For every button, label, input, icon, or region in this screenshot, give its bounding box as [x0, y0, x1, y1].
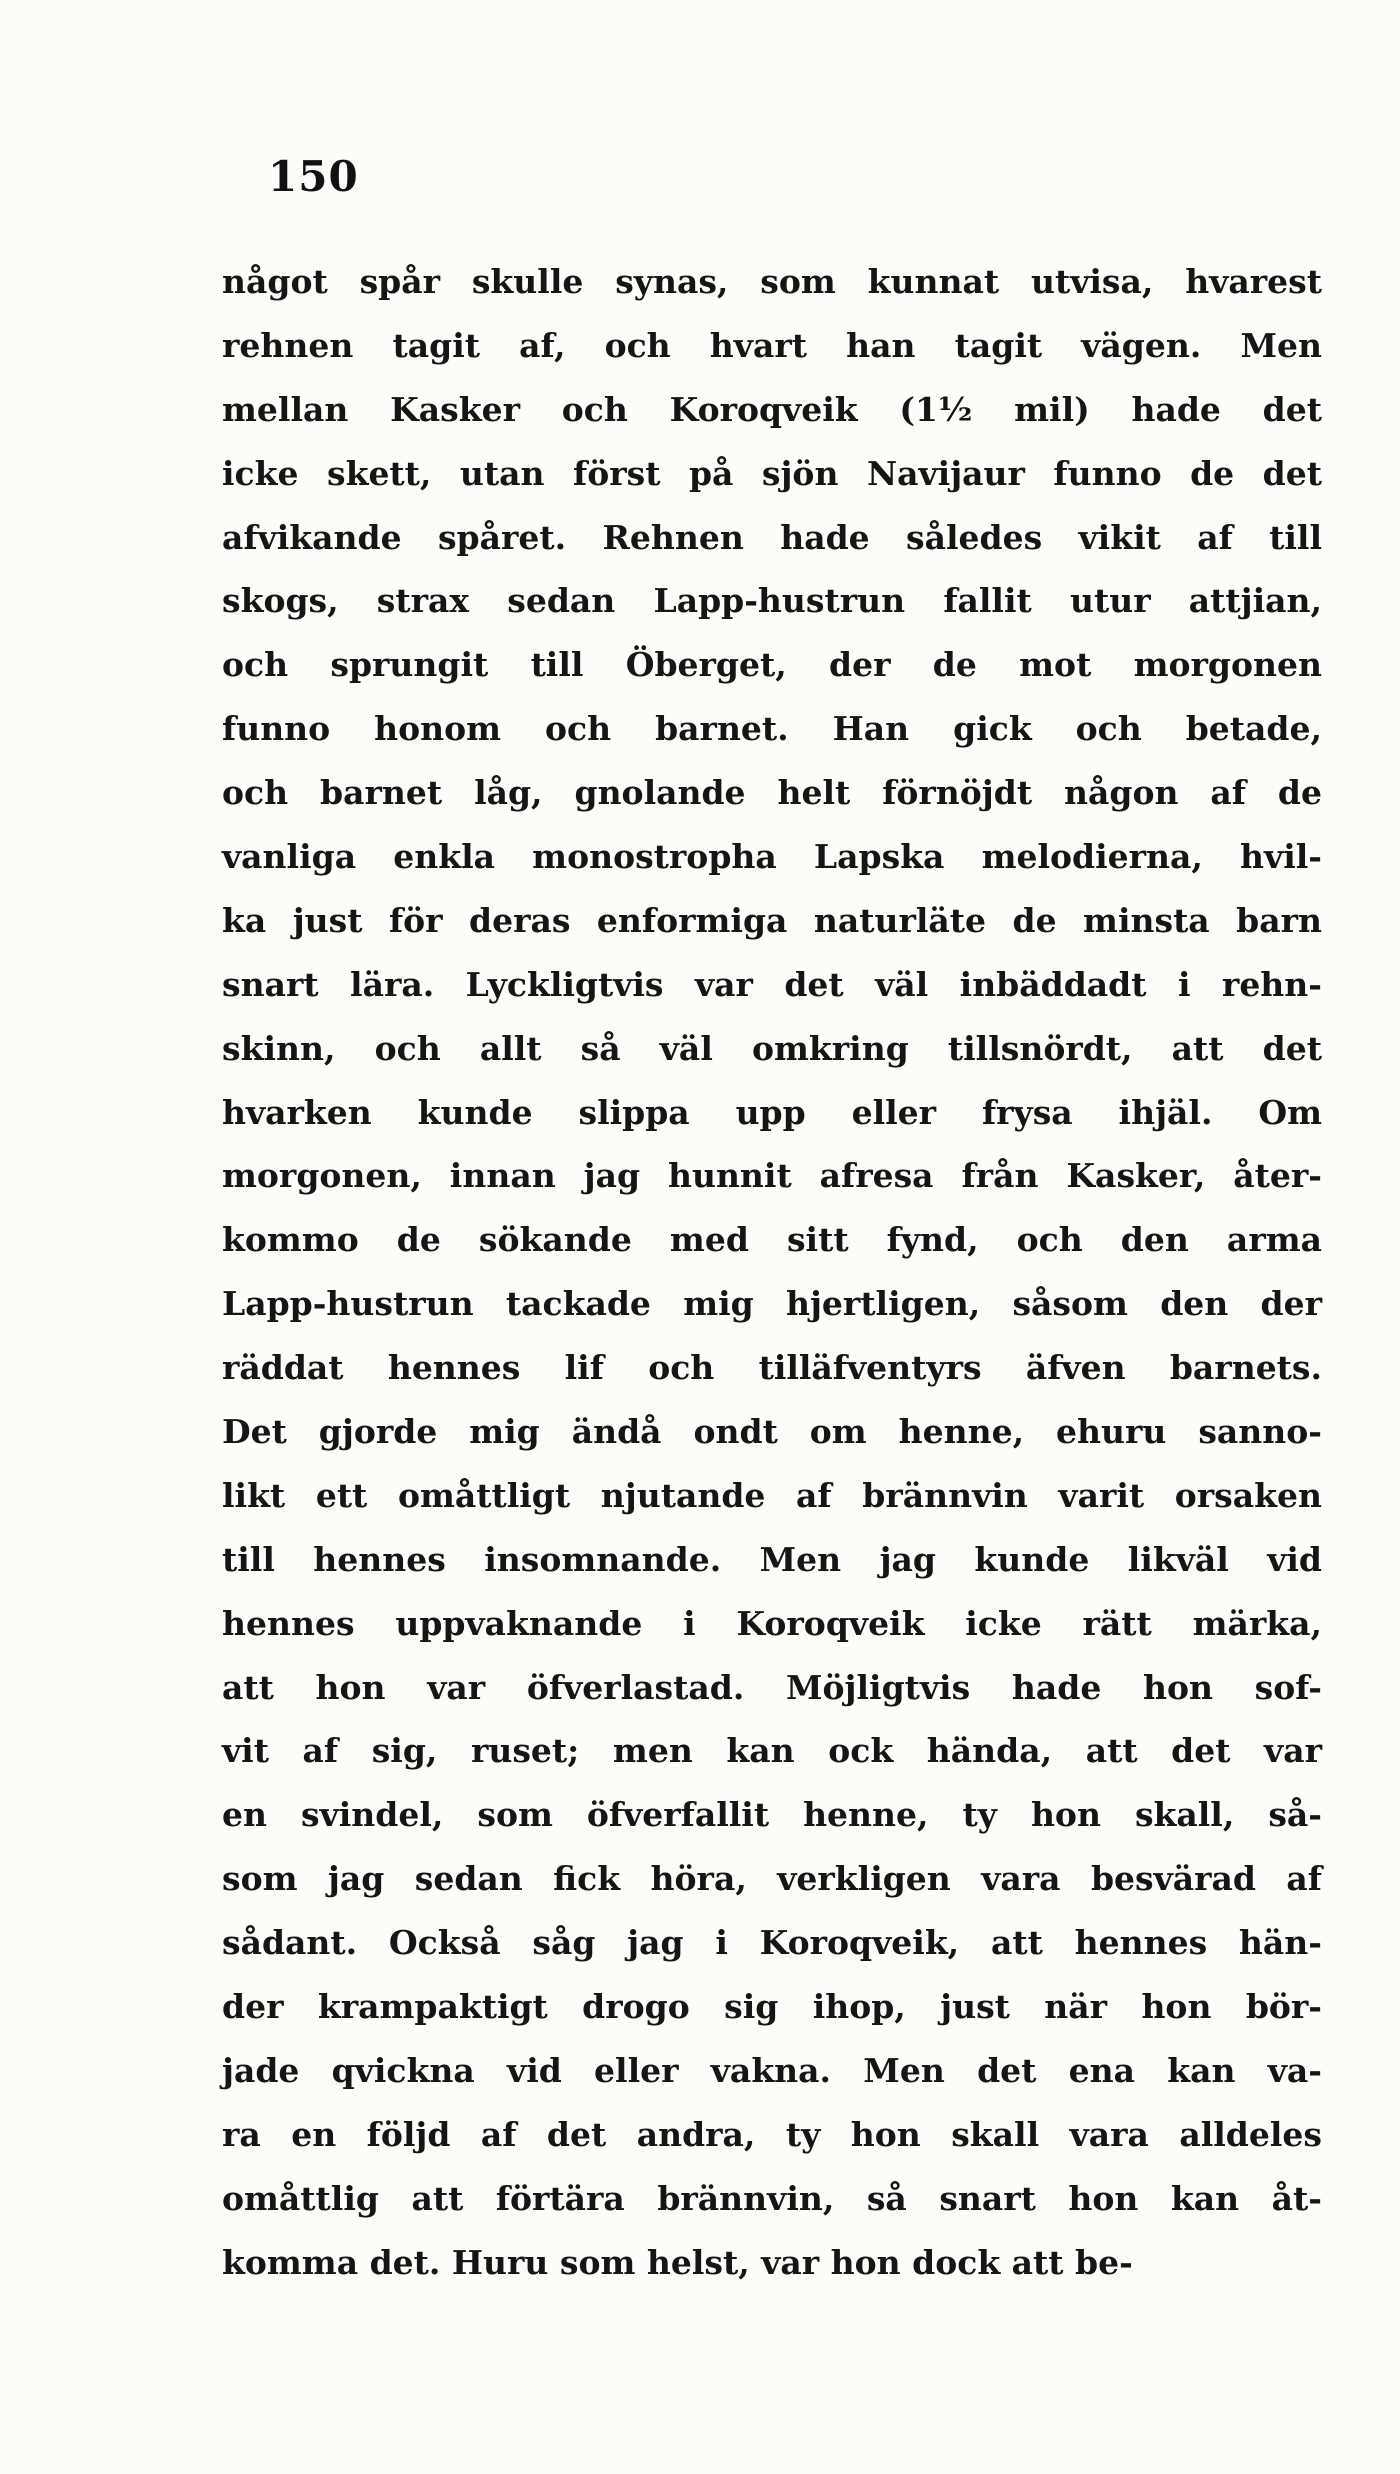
text-line: sådant. Också såg jag i Koroqveik, att hennes hän-: [222, 1923, 1322, 1963]
text-line: Det gjorde mig ändå ondt om henne, ehuru sanno-: [222, 1412, 1322, 1452]
text-line: vanliga enkla monostropha Lapska melodierna, hvil-: [222, 837, 1322, 877]
text-line: att hon var öfverlastad. Möjligtvis hade hon sof-: [222, 1667, 1322, 1707]
text-line: hennes uppvaknande i Koroqveik icke rätt märka,: [222, 1603, 1322, 1643]
text-line: morgonen, innan jag hunnit afresa från Kasker, åter-: [222, 1156, 1322, 1196]
text-line: något spår skulle synas, som kunnat utvisa, hvarest: [222, 262, 1322, 301]
text-line: skogs, strax sedan Lapp-hustrun fallit utur attjian,: [222, 581, 1322, 621]
body-text: [222, 250, 1322, 2295]
text-line: skinn, och allt så väl omkring tillsnördt, att det: [222, 1028, 1322, 1068]
text-line: kommo de sökande med sitt fynd, och den arma: [222, 1220, 1322, 1260]
page-number: 150: [268, 152, 359, 201]
text-line: Lapp-hustrun tackade mig hjertligen, såsom den der: [222, 1284, 1322, 1324]
text-line: snart lära. Lyckligtvis var det väl inbäddadt i rehn-: [222, 964, 1322, 1004]
text-line: rehnen tagit af, och hvart han tagit vägen. Men: [222, 325, 1322, 365]
text-line: vit af sig, ruset; men kan ock hända, att det var: [222, 1731, 1322, 1771]
text-line: jade qvickna vid eller vakna. Men det ena kan va-: [222, 2050, 1322, 2090]
text-line: en svindel, som öfverfallit henne, ty hon skall, så-: [222, 1795, 1322, 1835]
text-line: och sprungit till Öberget, der de mot morgonen: [222, 645, 1322, 685]
text-line: ra en följd af det andra, ty hon skall vara alldeles: [222, 2114, 1322, 2154]
text-line: räddat hennes lif och tilläfventyrs äfven barnets.: [222, 1348, 1322, 1388]
text-line: funno honom och barnet. Han gick och betade,: [222, 709, 1322, 749]
text-line: omåttlig att förtära brännvin, så snart hon kan åt-: [222, 2178, 1322, 2218]
text-line: der krampaktigt drogo sig ihop, just när hon bör-: [222, 1987, 1322, 2027]
text-line: mellan Kasker och Koroqveik (1½ mil) hade det: [222, 389, 1322, 429]
text-line: icke skett, utan först på sjön Navijaur funno de det: [222, 453, 1322, 493]
text-line: hvarken kunde slippa upp eller frysa ihjäl. Om: [222, 1092, 1322, 1132]
text-line: likt ett omåttligt njutande af brännvin varit orsaken: [222, 1475, 1322, 1515]
text-line: till hennes insomnande. Men jag kunde likväl vid: [222, 1539, 1322, 1579]
text-line: som jag sedan fick höra, verkligen vara besvärad af: [222, 1859, 1322, 1899]
text-line: afvikande spåret. Rehnen hade således vikit af till: [222, 517, 1322, 557]
text-line: komma det. Huru som helst, var hon dock att be-: [222, 2242, 1133, 2282]
text-line: ka just för deras enformiga naturläte de minsta barn: [222, 900, 1322, 940]
text-line: och barnet låg, gnolande helt förnöjdt någon af de: [222, 773, 1322, 813]
